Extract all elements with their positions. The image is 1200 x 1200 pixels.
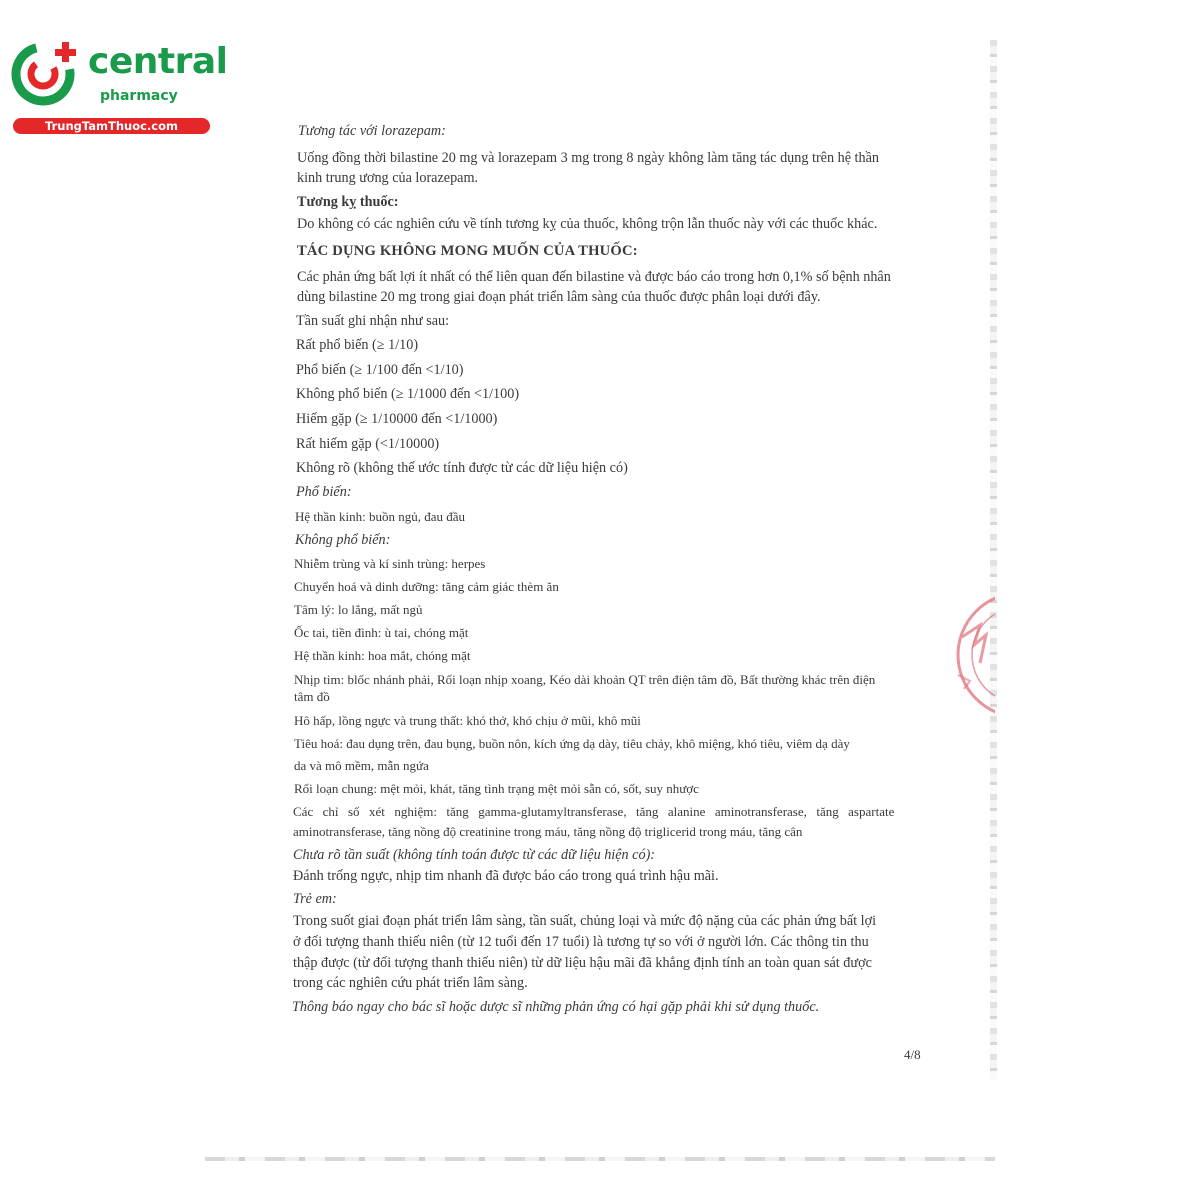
document-line: Hệ thần kinh: hoa mắt, chóng mặt bbox=[294, 648, 471, 663]
document-line: Nhiễm trùng và kí sinh trùng: herpes bbox=[294, 556, 486, 571]
document-line: Đánh trống ngực, nhịp tim nhanh đã được báo cáo trong quá trình hậu mãi. bbox=[293, 868, 719, 884]
brand-subtitle: pharmacy bbox=[100, 88, 178, 104]
document-line: dùng bilastine 20 mg trong giai đoạn phát triển lâm sàng của thuốc được phân loại dưới đây. bbox=[297, 289, 821, 305]
document-line: Phổ biến: bbox=[296, 484, 352, 500]
document-line: Không rõ (không thể ước tính được từ các dữ liệu hiện có) bbox=[296, 460, 628, 476]
document-line: Phổ biến (≥ 1/100 đến <1/10) bbox=[296, 362, 464, 378]
document-line: Tiêu hoá: đau dụng trên, đau bụng, buồn nôn, kích ứng dạ dày, tiêu chảy, khô miệng, khó tiêu, viêm dạ dày bbox=[294, 736, 850, 751]
document-line: Rối loạn chung: mệt mỏi, khát, tăng tình trạng mệt mỏi sẵn có, sốt, suy nhược bbox=[294, 781, 699, 796]
document-line: ở đối tượng thanh thiếu niên (từ 12 tuổi đến 17 tuổi) là tương tự so với ở người lớn. Các thông tin thu bbox=[293, 934, 869, 950]
document-line: Tương tác với lorazepam: bbox=[298, 123, 446, 139]
document-line: tâm đồ bbox=[294, 689, 330, 704]
page-number: 4/8 bbox=[904, 1047, 921, 1062]
document-line: Không phổ biến (≥ 1/1000 đến <1/100) bbox=[296, 386, 520, 402]
document-line: Rất hiếm gặp (<1/10000) bbox=[296, 436, 440, 452]
document-line: Tâm lý: lo lắng, mất ngủ bbox=[294, 602, 423, 617]
company-stamp-icon bbox=[950, 585, 995, 725]
document-line: thập được (từ đối tượng thanh thiếu niên) từ dữ liệu hậu mãi đã khẳng định tính an toàn quan sát được bbox=[293, 955, 872, 971]
document-line: Tương kỵ thuốc: bbox=[297, 194, 399, 210]
section-heading: TÁC DỤNG KHÔNG MONG MUỐN CỦA THUỐC: bbox=[297, 243, 638, 259]
document-line: Trẻ em: bbox=[293, 891, 337, 907]
document-line: Các phản ứng bất lợi ít nhất có thể liên quan đến bilastine và được báo cáo trong hơn 0,1% số bệnh nhân bbox=[297, 269, 891, 285]
brand-name: central bbox=[88, 41, 228, 82]
document-line: Thông báo ngay cho bác sĩ hoặc dược sĩ những phản ứng có hại gặp phải khi sử dụng thuốc. bbox=[292, 999, 820, 1015]
document-line: Ốc tai, tiền đình: ù tai, chóng mặt bbox=[294, 625, 469, 640]
page-edge-right bbox=[990, 40, 997, 1080]
central-pharmacy-logo-icon bbox=[10, 38, 82, 110]
page-edge-bottom bbox=[205, 1157, 995, 1161]
document-line: Uống đồng thời bilastine 20 mg và lorazepam 3 mg trong 8 ngày không làm tăng tác dụng trên hệ thần bbox=[297, 150, 879, 166]
document-line: aminotransferase, tăng nồng độ creatinine trong máu, tăng nồng độ triglicerid trong máu, tăng cân bbox=[293, 824, 803, 839]
document-line: Do không có các nghiên cứu về tính tương kỵ của thuốc, không trộn lẫn thuốc này với các thuốc khác. bbox=[297, 216, 878, 232]
document-line: Rất phổ biến (≥ 1/10) bbox=[296, 337, 419, 353]
document-line: Hiếm gặp (≥ 1/10000 đến <1/1000) bbox=[296, 411, 498, 427]
brand-url: TrungTamThuoc.com bbox=[13, 118, 210, 134]
document-line: trong các nghiên cứu phát triển lâm sàng. bbox=[293, 975, 528, 991]
document-line: Các chỉ số xét nghiệm: tăng gamma-glutamyltransferase, tăng alanine aminotransferase, tăng aspartate bbox=[293, 804, 895, 819]
document-line: Chuyển hoá và dinh dưỡng: tăng cảm giác thèm ăn bbox=[294, 579, 559, 594]
document-line: kinh trung ương của lorazepam. bbox=[297, 170, 479, 186]
document-line: da và mô mềm, mẫn ngứa bbox=[294, 758, 429, 773]
document-line: Hệ thần kinh: buồn ngủ, đau đầu bbox=[295, 509, 466, 524]
brand-logo bbox=[10, 38, 228, 138]
document-line: Không phổ biến: bbox=[295, 532, 391, 548]
document-line: Hô hấp, lồng ngực và trung thất: khó thở, khó chịu ở mũi, khô mũi bbox=[294, 713, 641, 728]
document-line: Tần suất ghi nhận như sau: bbox=[296, 313, 450, 329]
document-line: Nhịp tim: blốc nhánh phải, Rối loạn nhịp xoang, Kéo dài khoản QT trên điện tâm đồ, Bất thường khác trên điện bbox=[294, 672, 876, 687]
document-line: Chưa rõ tần suất (không tính toán được từ các dữ liệu hiện có): bbox=[293, 847, 656, 863]
document-line: Trong suốt giai đoạn phát triển lâm sàng, tần suất, chủng loại và mức độ nặng của các phản ứng bất lợi bbox=[293, 913, 877, 929]
